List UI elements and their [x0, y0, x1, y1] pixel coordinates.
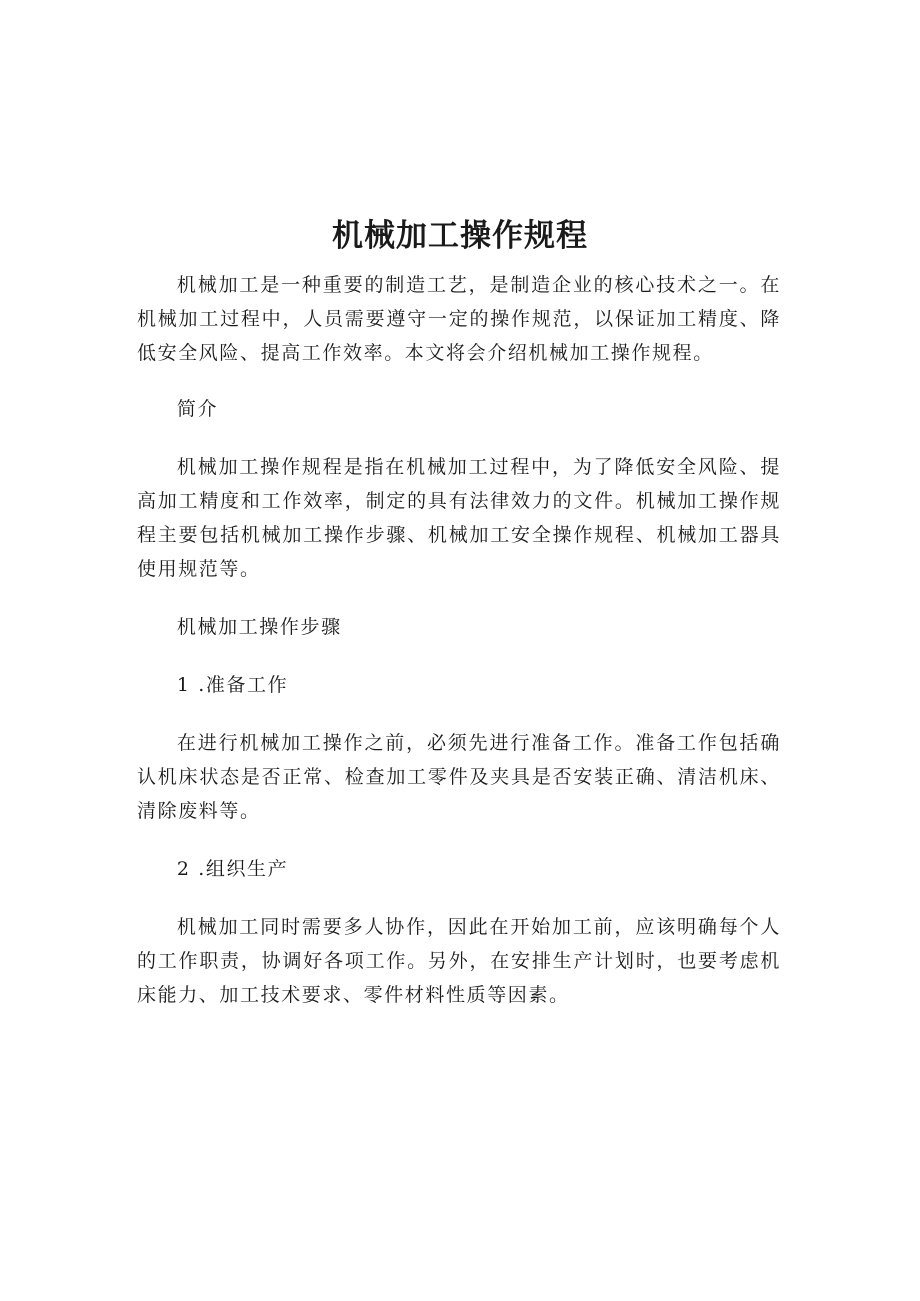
- step-1-paragraph: 在进行机械加工操作之前，必须先进行准备工作。准备工作包括确认机床状态是否正常、检查加工零件及夹具是否安装正确、清洁机床、清除废料等。: [137, 732, 781, 822]
- step-2-heading: 2 .组织生产: [176, 858, 289, 880]
- section-heading-intro: 简介: [176, 398, 219, 420]
- step-2-paragraph: 机械加工同时需要多人协作，因此在开始加工前，应该明确每个人的工作职责，协调好各项工作。另外，在安排生产计划时，也要考虑机床能力、加工技术要求、零件材料性质等因素。: [137, 916, 781, 1006]
- section-heading-steps: 机械加工操作步骤: [176, 616, 342, 638]
- definition-paragraph: 机械加工操作规程是指在机械加工过程中，为了降低安全风险、提高加工精度和工作效率，制定的具有法律效力的文件。机械加工操作规程主要包括机械加工操作步骤、机械加工安全操作规程、机械加工器具使用规范等。: [137, 456, 781, 580]
- intro-paragraph: 机械加工是一种重要的制造工艺，是制造企业的核心技术之一。在机械加工过程中，人员需要遵守一定的操作规范，以保证加工精度、降低安全风险、提高工作效率。本文将会介绍机械加工操作规程。: [137, 274, 781, 364]
- document-body: [137, 268, 781, 1012]
- step-1-heading: 1 .准备工作: [176, 674, 289, 696]
- document-title: 机械加工操作规程: [332, 218, 588, 254]
